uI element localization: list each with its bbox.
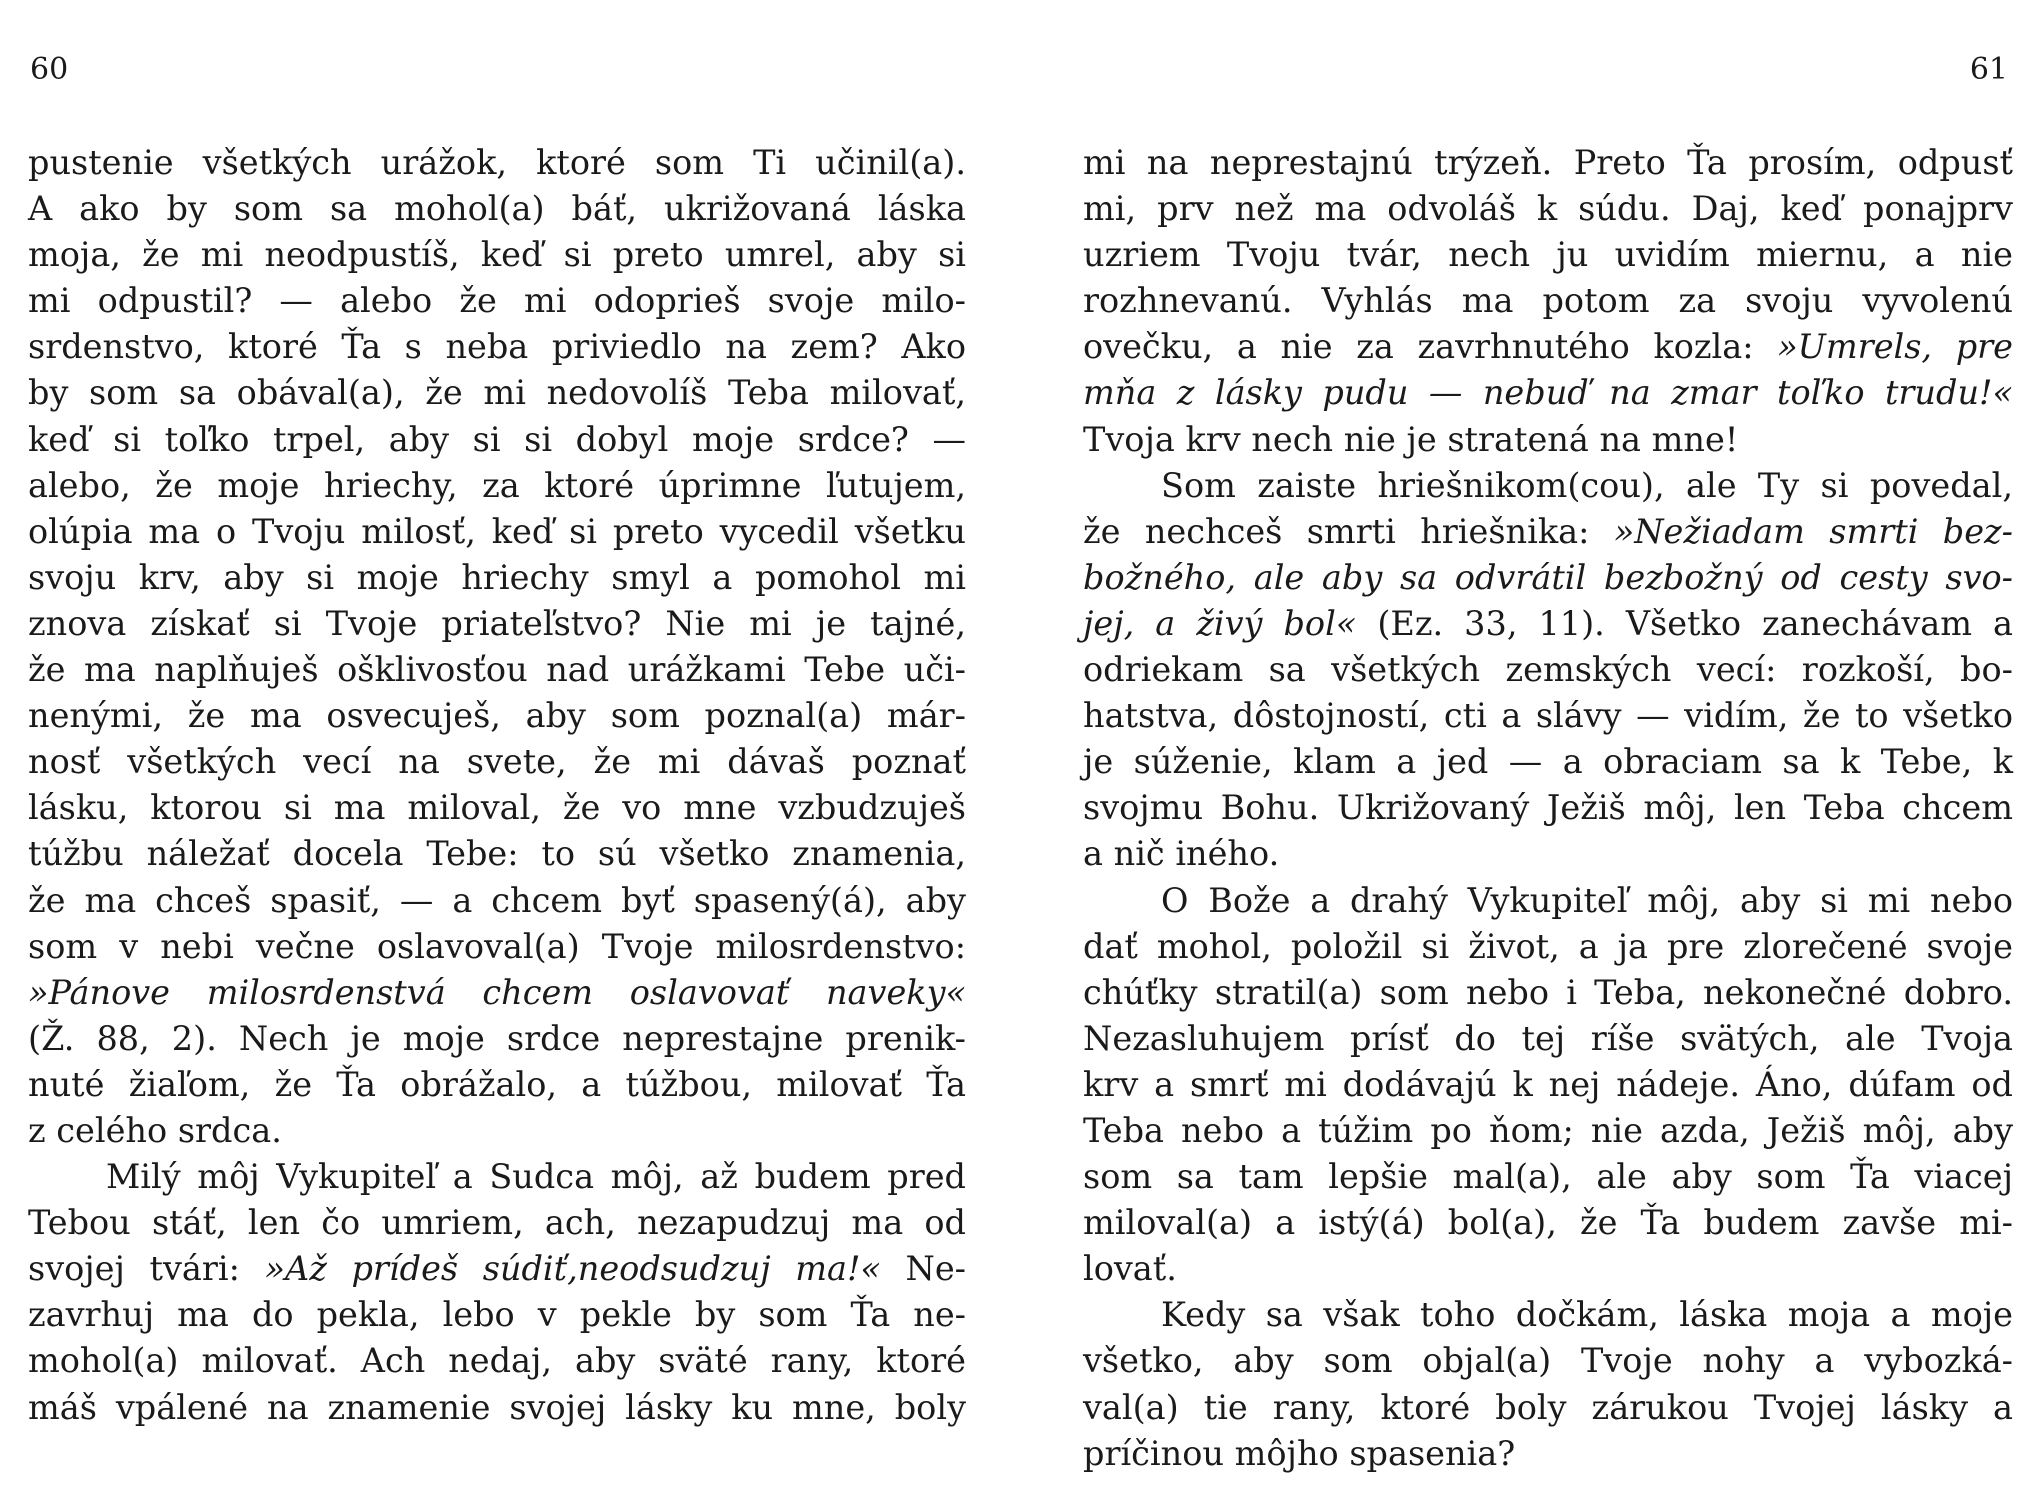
text-line (1083, 693, 2013, 739)
text-segment: odriekam sa všetkých zemských vecí: rozkoší, bo- (1083, 650, 2013, 690)
italic-quote: mňa z lásky pudu — nebuď na zmar toľko trudu!« (1083, 373, 2013, 413)
text-segment: nuté žiaľom, že Ťa obrážalo, a túžbou, milovať Ťa (28, 1064, 966, 1104)
text-line (1083, 1385, 2013, 1431)
text-line (1083, 1246, 2013, 1292)
right-page (1019, 0, 2038, 1500)
text-line (1083, 878, 2013, 924)
text-line (28, 1246, 966, 1292)
text-segment: olúpia ma o Tvoju milosť, keď si preto vycedil všetku (28, 511, 966, 551)
text-segment: svoju krv, aby si moje hriechy smyl a pomohol mi (28, 557, 966, 597)
text-line (1083, 739, 2013, 785)
text-segment: príčinou môjho spasenia? (1083, 1433, 1516, 1473)
text-line (1083, 232, 2013, 278)
text-line (28, 1385, 966, 1431)
text-line (28, 785, 966, 831)
text-line (28, 555, 966, 601)
text-line (28, 278, 966, 324)
text-line (28, 1200, 966, 1246)
text-line (28, 647, 966, 693)
text-segment: Milý môj Vykupiteľ a Sudca môj, až budem pred (106, 1157, 966, 1197)
text-segment: uzriem Tvoju tvár, nech ju uvidím miernu, a nie (1083, 235, 2013, 275)
text-line (1083, 278, 2013, 324)
text-segment: Tebou stáť, len čo umriem, ach, nezapudzuj ma od (28, 1203, 966, 1243)
text-line (28, 924, 966, 970)
text-line (28, 878, 966, 924)
text-line (1083, 1062, 2013, 1108)
text-line (28, 1338, 966, 1384)
text-segment: ovečku, a nie za zavrhnutého kozla: (1083, 327, 1778, 367)
text-segment: Som zaiste hriešnikom(cou), ale Ty si povedal, (1161, 465, 2013, 505)
text-line (1083, 1108, 2013, 1154)
text-segment: mi, prv než ma odvoláš k súdu. Daj, keď ponajprv (1083, 189, 2013, 229)
text-segment: rozhnevanú. Vyhlás ma potom za svoju vyvolenú (1083, 281, 2013, 321)
italic-quote: »Umrels, pre (1777, 327, 2014, 367)
text-line (1083, 1016, 2013, 1062)
text-line (1083, 324, 2013, 370)
text-line (1083, 1154, 2013, 1200)
text-line (28, 1292, 966, 1338)
text-segment: všetko, aby som objal(a) Tvoje nohy a vybozká- (1083, 1341, 2013, 1381)
text-line (1083, 186, 2013, 232)
body-text (28, 140, 966, 1431)
text-segment: by som sa obával(a), že mi nedovolíš Teba milovať, (28, 373, 966, 413)
text-segment: že ma chceš spasiť, — a chcem byť spasený(á), aby (28, 880, 966, 920)
text-segment: Nezasluhujem prísť do tej ríše svätých, ale Tvoja (1083, 1018, 2013, 1058)
italic-quote: »Pánove milosrdenstvá chcem oslavovať naveky« (28, 972, 966, 1012)
text-line (1083, 924, 2013, 970)
text-line (28, 970, 966, 1016)
text-line (28, 601, 966, 647)
text-line (28, 831, 966, 877)
text-line (28, 140, 966, 186)
text-segment: zavrhuj ma do pekla, lebo v pekle by som Ťa ne- (28, 1295, 966, 1335)
text-segment: svojej tvári: (28, 1249, 265, 1289)
page-number: 61 (1969, 52, 2008, 87)
text-segment: moja, že mi neodpustíš, keď si preto umrel, aby si (28, 235, 966, 275)
text-segment: krv a smrť mi dodávajú k nej nádeje. Áno, dúfam od (1083, 1064, 2013, 1104)
text-segment: som v nebi večne oslavoval(a) Tvoje milosrdenstvo: (28, 926, 966, 966)
text-segment: alebo, že moje hriechy, za ktoré úprimne ľutujem, (28, 465, 966, 505)
text-segment: nenými, že ma osvecuješ, aby som poznal(a) már- (28, 696, 966, 736)
text-segment: (Ž. 88, 2). Nech je moje srdce neprestajne prenik- (28, 1018, 966, 1058)
italic-quote: jej, a živý bol« (1083, 603, 1357, 643)
text-line (28, 370, 966, 416)
text-segment: Tvoja krv nech nie je stratená na mne! (1083, 419, 1739, 459)
text-line (28, 463, 966, 509)
text-segment: mohol(a) milovať. Ach nedaj, aby sväté rany, ktoré (28, 1341, 966, 1381)
text-segment: a nič iného. (1083, 834, 1280, 874)
text-line (1083, 601, 2013, 647)
text-line (28, 1108, 966, 1154)
text-segment: túžbu náležať docela Tebe: to sú všetko znamenia, (28, 834, 966, 874)
text-segment: srdenstvo, ktoré Ťa s neba priviedlo na zem? Ako (28, 327, 966, 367)
text-line (28, 1062, 966, 1108)
text-line (28, 693, 966, 739)
text-line (1083, 970, 2013, 1016)
text-segment: máš vpálené na znamenie svojej lásky ku mne, boly (28, 1387, 966, 1427)
text-segment: pustenie všetkých urážok, ktoré som Ti učinil(a). (28, 143, 966, 182)
text-segment: Ne- (880, 1249, 966, 1289)
text-segment: keď si toľko trpel, aby si si dobyl moje srdce? — (28, 419, 966, 459)
text-segment: lásku, ktorou si ma miloval, že vo mne vzbudzuješ (28, 788, 966, 828)
text-segment: dať mohol, položil si život, a ja pre zlorečené svoje (1083, 926, 2013, 966)
text-line (28, 1154, 966, 1200)
text-line (28, 739, 966, 785)
text-segment: z celého srdca. (28, 1110, 282, 1150)
text-line (28, 509, 966, 555)
text-segment: že nechceš smrti hriešnika: (1083, 511, 1614, 551)
text-segment: som sa tam lepšie mal(a), ale aby som Ťa viacej (1083, 1157, 2013, 1197)
text-line (1083, 463, 2013, 509)
text-line (1083, 1431, 2013, 1477)
text-segment: lovať. (1083, 1249, 1177, 1289)
text-segment: O Bože a drahý Vykupiteľ môj, aby si mi nebo (1161, 880, 2013, 920)
text-line (1083, 370, 2013, 416)
page-number: 60 (30, 52, 69, 87)
text-segment: (Ez. 33, 11). Všetko zanechávam a (1356, 603, 2013, 643)
text-line (1083, 417, 2013, 463)
text-segment: miloval(a) a istý(á) bol(a), že Ťa budem zavše mi- (1083, 1203, 2013, 1243)
text-line (1083, 785, 2013, 831)
text-line (1083, 509, 2013, 555)
text-segment: je súženie, klam a jed — a obraciam sa k Tebe, k (1083, 742, 2013, 782)
text-segment: že ma naplňuješ ošklivosťou nad urážkami Tebe uči- (28, 650, 966, 690)
text-segment: znova získať si Tvoje priateľstvo? Nie mi je tajné, (28, 603, 966, 643)
text-segment: Teba nebo a túžim po ňom; nie azda, Ježiš môj, aby (1083, 1110, 2013, 1150)
text-segment: A ako by som sa mohol(a) báť, ukrižovaná láska (28, 189, 966, 229)
italic-quote: »Nežiadam smrti bez- (1613, 511, 2014, 551)
text-line (28, 1016, 966, 1062)
text-segment: svojmu Bohu. Ukrižovaný Ježiš môj, len Teba chcem (1083, 788, 2013, 828)
text-segment: nosť všetkých vecí na svete, že mi dávaš poznať (28, 742, 966, 782)
text-line (1083, 1200, 2013, 1246)
italic-quote: božného, ale aby sa odvrátil bezbožný od cesty svo- (1083, 557, 2013, 597)
text-line (28, 232, 966, 278)
text-segment: Kedy sa však toho dočkám, láska moja a moje (1161, 1295, 2013, 1335)
text-line (28, 417, 966, 463)
text-segment: mi na neprestajnú trýzeň. Preto Ťa prosím, odpusť (1083, 143, 2013, 182)
body-text (1083, 140, 2013, 1477)
text-segment: chúťky stratil(a) som nebo i Teba, nekonečné dobro. (1083, 972, 2013, 1012)
text-line (1083, 647, 2013, 693)
text-line (28, 324, 966, 370)
italic-quote: »Až prídeš súdiť,neodsudzuj ma!« (264, 1249, 881, 1289)
text-segment: hatstva, dôstojností, cti a slávy — vidím, že to všetko (1083, 696, 2013, 736)
text-segment: mi odpustil? — alebo že mi odoprieš svoje milo- (28, 281, 966, 321)
text-line (28, 186, 966, 232)
text-line (1083, 140, 2013, 186)
text-line (1083, 1338, 2013, 1384)
text-line (1083, 831, 2013, 877)
text-segment: val(a) tie rany, ktoré boly zárukou Tvojej lásky a (1083, 1387, 2013, 1427)
text-line (1083, 1292, 2013, 1338)
text-line (1083, 555, 2013, 601)
